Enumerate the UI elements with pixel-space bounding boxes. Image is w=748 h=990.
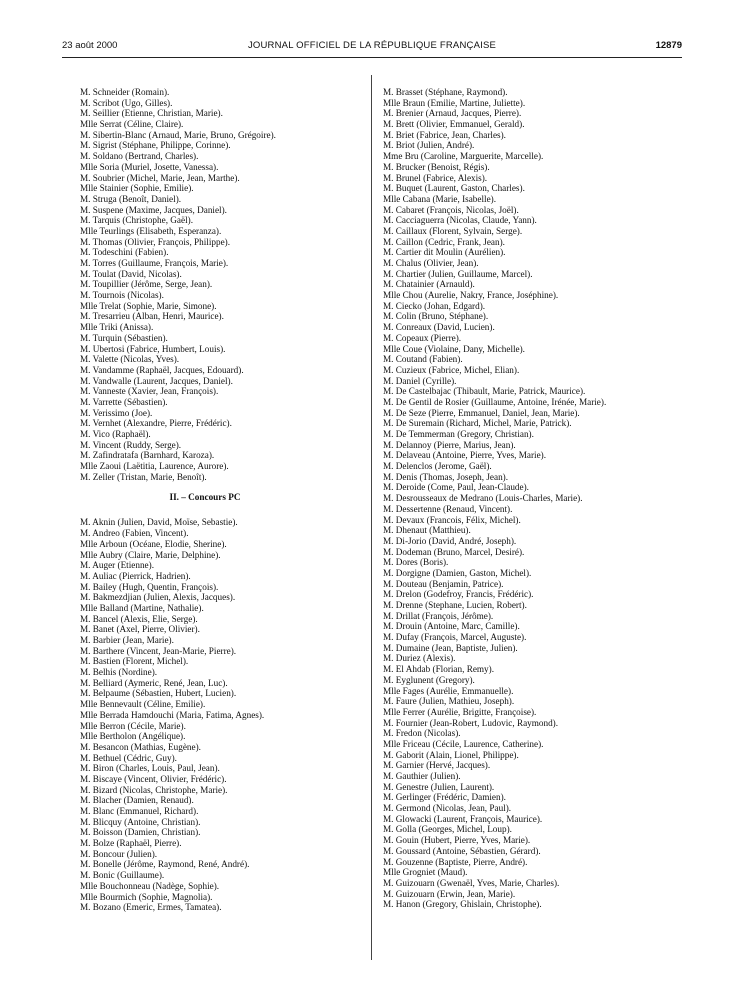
list-item: M. Delenclos (Jerome, Gaël). [383,461,492,472]
list-item: M. Varrette (Sébastien). [80,396,168,407]
list-item: M. Biscaye (Vincent, Olivier, Frédéric). [80,773,227,784]
column-divider [371,75,372,960]
list-item: M. Copeaux (Pierre). [383,332,462,343]
list-item: M. Todeschini (Fabien). [80,247,169,258]
list-item: Mlle Stainier (Sophie, Emilie). [80,183,194,194]
list-item: M. Dhenaut (Matthieu). [383,525,471,536]
list-item: Mlle Bennevault (Céline, Emilie). [80,699,206,710]
list-item: M. Caillon (Cedric, Frank, Jean). [383,236,505,247]
list-item: M. Vandamme (Raphaël, Jacques, Edouard). [80,364,244,375]
list-item: M. Dessertenne (Renaud, Vincent). [383,503,513,514]
list-item: M. Guizouarn (Gwenaël, Yves, Marie, Charles). [383,877,560,888]
list-item: M. Seillier (Etienne, Christian, Marie). [80,108,223,119]
list-item: M. Boncour (Julien). [80,848,158,859]
list-item: Mlle Trelat (Sophie, Marie, Simone). [80,300,217,311]
list-item: M. Buquet (Laurent, Gaston, Charles). [383,183,525,194]
list-item: M. Biron (Charles, Louis, Paul, Jean). [80,763,220,774]
list-item: M. Brasset (Stéphane, Raymond). [383,87,508,97]
journal-title: JOURNAL OFFICIEL DE LA RÉPUBLIQUE FRANÇAISE [247,40,497,51]
list-item: M. Dodeman (Bruno, Marcel, Desiré). [383,546,525,557]
list-item: M. Drillat (François, Jérôme). [383,610,494,621]
list-item: M. Drouin (Antoine, Marc, Camille). [383,621,520,632]
list-item: M. Faure (Julien, Mathieu, Joseph). [383,696,515,707]
list-item: M. Soubrier (Michel, Marie, Jean, Marthe). [80,172,240,183]
list-item: M. Auliac (Pierrick, Hadrien). [80,570,191,581]
list-item: M. Sibertin-Blanc (Arnaud, Marie, Bruno, Grégoire). [80,129,276,140]
list-item: M. Caillaux (Florent, Sylvain, Serge). [383,225,523,236]
list-item: M. Cabaret (François, Nicolas, Joël). [383,204,519,215]
list-item: M. Barbier (Jean, Marie). [80,635,174,645]
list-item: M. Gouzenne (Baptiste, Pierre, André). [383,856,528,867]
list-item: M. Delaveau (Antoine, Pierre, Yves, Marie). [383,450,547,461]
list-item: M. Zeller (Tristan, Marie, Benoît). [80,471,207,482]
list-item: M. Bakmezdjian (Julien, Alexis, Jacques). [80,592,236,603]
list-item: M. Dores (Boris). [383,557,449,568]
list-item: M. Eyglunent (Gregory). [383,674,475,685]
list-item: M. Brett (Olivier, Emmanuel, Gerald). [383,119,525,130]
list-item: M. Bonic (Guillaume). [80,870,165,881]
list-item: M. Germond (Nicolas, Jean, Paul). [383,803,512,814]
list-item: M. Scribot (Ugo, Gilles). [80,97,173,108]
list-item: M. Dorgigne (Damien, Gaston, Michel). [383,567,532,578]
list-item: M. Duriez (Alexis). [383,653,456,664]
list-item: Mlle Soria (Muriel, Josette, Vanessa). [80,161,219,172]
list-item: Mlle Braun (Emilie, Martine, Juliette). [383,97,526,108]
list-item: M. Drelon (Godefroy, Francis, Frédéric). [383,589,534,600]
list-item: M. Tournois (Nicolas). [80,290,164,301]
list-item: Mlle Balland (Martine, Nathalie). [80,602,204,613]
list-item: M. Bolze (Raphaël, Pierre). [80,838,182,849]
list-item: M. Barthere (Vincent, Jean-Marie, Pierre). [80,645,237,656]
list-item: M. Coutand (Fabien). [383,354,463,365]
list-item: M. Aknin (Julien, David, Moïse, Sebastie). [80,517,238,528]
list-item: Mlle Triki (Anissa). [80,322,154,333]
list-item: Mlle Arboun (Océane, Elodie, Sherine). [80,538,227,549]
list-item: M. Vandwalle (Laurent, Jacques, Daniel). [80,375,233,386]
list-item: M. Fournier (Jean-Robert, Ludovic, Raymond). [383,717,559,728]
list-item: M. Blacher (Damien, Renaud). [80,795,194,806]
list-item: M. Colin (Bruno, Stéphane). [383,311,489,322]
list-item: M. Belhis (Nordine). [80,667,158,678]
list-item: M. Goussard (Antoine, Sébastien, Gérard). [383,845,541,856]
list-item: M. Genestre (Julien, Laurent). [383,781,495,792]
right-column [383,87,606,910]
list-item: M. Gouin (Hubert, Pierre, Yves, Marie). [383,835,531,846]
list-item: M. El Ahdab (Florian, Remy). [383,664,495,675]
list-item: M. Andreo (Fabien, Vincent). [80,528,189,539]
list-item: M. Cuzieux (Fabrice, Michel, Elian). [383,364,520,375]
list-item: M. Auger (Etienne). [80,560,154,571]
list-item: M. Suspene (Maxime, Jacques, Daniel). [80,204,227,215]
list-item: M. Douteau (Benjamin, Patrice). [383,578,504,589]
list-item: M. Valette (Nicolas, Yves). [80,354,180,365]
list-item: M. Belpaume (Sébastien, Hubert, Lucien). [80,688,237,699]
list-item: M. Torres (Guillaume, François, Marie). [80,258,229,268]
list-item: M. Vincent (Ruddy, Serge). [80,439,182,450]
list-item: M. Blanc (Emmanuel, Richard). [80,806,199,816]
list-item: M. Tarquis (Christophe, Gaël). [80,215,193,226]
list-item: M. Toulat (David, Nicolas). [80,268,182,279]
list-item: Mlle Ferrer (Aurélie, Brigitte, Françoise). [383,706,537,717]
list-item: M. Ciecko (Johan, Edgard). [383,300,486,311]
page-number: 12879 [655,40,682,51]
list-item: M. Bailey (Hugh, Quentin, François). [80,581,219,592]
list-item: Mlle Chou (Aurelie, Nakry, France, Joséphine). [383,290,559,301]
header-rule [62,57,682,58]
list-item: M. Blicquy (Antoine, Christian). [80,816,201,827]
list-item: M. Vanneste (Xavier, Jean, François). [80,386,219,397]
list-item: M. Chalus (Olivier, Jean). [383,258,479,268]
list-item: Mlle Zaoui (Laëtitia, Laurence, Aurore). [80,461,229,472]
list-item: Mlle Bertholon (Angélique). [80,731,186,742]
list-item: Mlle Fages (Aurélie, Emmanuelle). [383,685,514,696]
list-item: M. Delannoy (Pierre, Marius, Jean). [383,439,516,450]
name-list-right [383,87,606,910]
list-item: M. Bancel (Alexis, Elie, Serge). [80,613,198,624]
list-item: M. Fredon (Nicolas). [383,728,461,739]
list-item: M. Ubertosi (Fabrice, Humbert, Louis). [80,343,226,354]
list-item: M. Verissimo (Joe). [80,407,153,418]
list-item: M. Struga (Benoît, Daniel). [80,193,182,204]
list-item: M. Golla (Georges, Michel, Loup). [383,824,512,835]
list-item: M. De Temmerman (Gregory, Christian). [383,429,534,439]
left-column [80,87,330,913]
list-item: Mlle Bouchonneau (Nadège, Sophie). [80,880,220,891]
list-item: M. Hanon (Gregory, Ghislain, Christophe). [383,899,542,910]
list-item: Mlle Bourmich (Sophie, Magnolia). [80,891,213,902]
issue-date: 23 août 2000 [62,40,118,51]
list-item: Mlle Serrat (Céline, Claire). [80,119,184,130]
list-item: M. Schneider (Romain). [80,87,170,97]
list-item: Mlle Berron (Cécile, Marie). [80,720,186,731]
list-item: M. Briot (Julien, André). [383,140,475,151]
list-item: M. Vernhet (Alexandre, Pierre, Frédéric). [80,418,232,429]
list-item: M. Devaux (Francois, Félix, Michel). [383,514,521,525]
list-item: Mme Bru (Caroline, Marguerite, Marcelle). [383,151,544,162]
list-item: M. Belliard (Aymeric, René, Jean, Luc). [80,677,228,688]
list-item: M. Cacciaguerra (Nicolas, Claude, Yann). [383,215,537,226]
list-item: Mlle Grogniet (Maud). [383,867,468,878]
list-item: M. Vico (Raphaël). [80,429,151,439]
list-item: M. Drenne (Stephane, Lucien, Robert). [383,600,527,610]
list-item: M. Besancon (Mathias, Eugène). [80,741,201,752]
list-item: M. Gaborit (Alain, Lionel, Philippe). [383,749,519,760]
list-item: M. Cartier dit Moulin (Aurélien). [383,247,506,258]
name-list-before [80,87,330,482]
list-item: M. Bastien (Florent, Michel). [80,656,189,667]
list-item: M. Brucker (Benoist, Régis). [383,161,490,172]
list-item: M. Gauthier (Julien). [383,771,461,781]
list-item: Mlle Teurlings (Elisabeth, Esperanza). [80,225,222,236]
list-item: Mlle Cabana (Marie, Isabelle). [383,193,497,204]
list-item: M. Boisson (Damien, Christian). [80,827,201,838]
list-item: M. Gerlinger (Frédéric, Damien). [383,792,506,803]
list-item: M. Di-Jorio (David, André, Joseph). [383,535,517,546]
list-item: M. Brenier (Arnaud, Jacques, Pierre). [383,108,522,119]
list-item: M. Toupillier (Jérôme, Serge, Jean). [80,279,213,290]
list-item: M. Conreaux (David, Lucien). [383,322,495,333]
list-item: M. Glowacki (Laurent, François, Maurice). [383,813,543,824]
list-item: M. Bozano (Emeric, Ermes, Tamatea). [80,902,222,913]
list-item: M. Garnier (Hervé, Jacques). [383,760,491,771]
page-header [62,40,682,54]
list-item: Mlle Coue (Violaine, Dany, Michelle). [383,343,525,354]
list-item: M. De Suremain (Richard, Michel, Marie, Patrick). [383,418,572,429]
list-item: M. Bethuel (Cédric, Guy). [80,752,177,763]
section-title: II. – Concours PC [169,492,241,503]
list-item: M. De Castelbajac (Thibault, Marie, Patrick, Maurice). [383,386,586,397]
list-item: M. Dumaine (Jean, Baptiste, Julien). [383,642,518,653]
list-item: M. Daniel (Cyrille). [383,375,457,386]
list-item: M. Denis (Thomas, Joseph, Jean). [383,471,509,482]
list-item: M. Desrousseaux de Medrano (Louis-Charles, Marie). [383,493,583,504]
list-item: M. Thomas (Olivier, François, Philippe). [80,236,231,247]
list-item: M. Turquin (Sébastien). [80,332,168,343]
list-item: M. Briet (Fabrice, Jean, Charles). [383,129,506,140]
list-item: M. Bonelle (Jérôme, Raymond, René, André). [80,859,250,870]
list-item: M. Brunel (Fabrice, Alexis). [383,172,488,183]
list-item: M. Dufay (François, Marcel, Auguste). [383,632,527,643]
list-item: M. De Gentil de Rosier (Guillaume, Antoine, Irénée, Marie). [383,396,607,407]
list-item: M. De Seze (Pierre, Emmanuel, Daniel, Jean, Marie). [383,407,580,418]
list-item: M. Guizouarn (Erwin, Jean, Marie). [383,888,516,899]
list-item: M. Deroide (Come, Paul, Jean-Claude). [383,482,529,493]
list-item: M. Chartier (Julien, Guillaume, Marcel). [383,268,533,279]
list-item: M. Tresarrieu (Alban, Henri, Maurice). [80,311,224,322]
list-item: M. Chatainier (Arnauld). [383,279,475,290]
list-item: M. Banet (Axel, Pierre, Olivier). [80,624,200,635]
name-list-pc [80,517,330,912]
list-item: M. Soldano (Bertrand, Charles). [80,151,199,162]
list-item: M. Bizard (Nicolas, Christophe, Marie). [80,784,228,795]
list-item: Mlle Berrada Hamdouchi (Maria, Fatima, Agnes). [80,709,265,720]
list-item: M. Sigrist (Stéphane, Philippe, Corinne). [80,140,231,151]
list-item: M. Zafindratafa (Barnhard, Karoza). [80,450,215,461]
list-item: Mlle Aubry (Claire, Marie, Delphine). [80,549,221,560]
list-item: Mlle Friceau (Cécile, Laurence, Catherine). [383,738,544,749]
